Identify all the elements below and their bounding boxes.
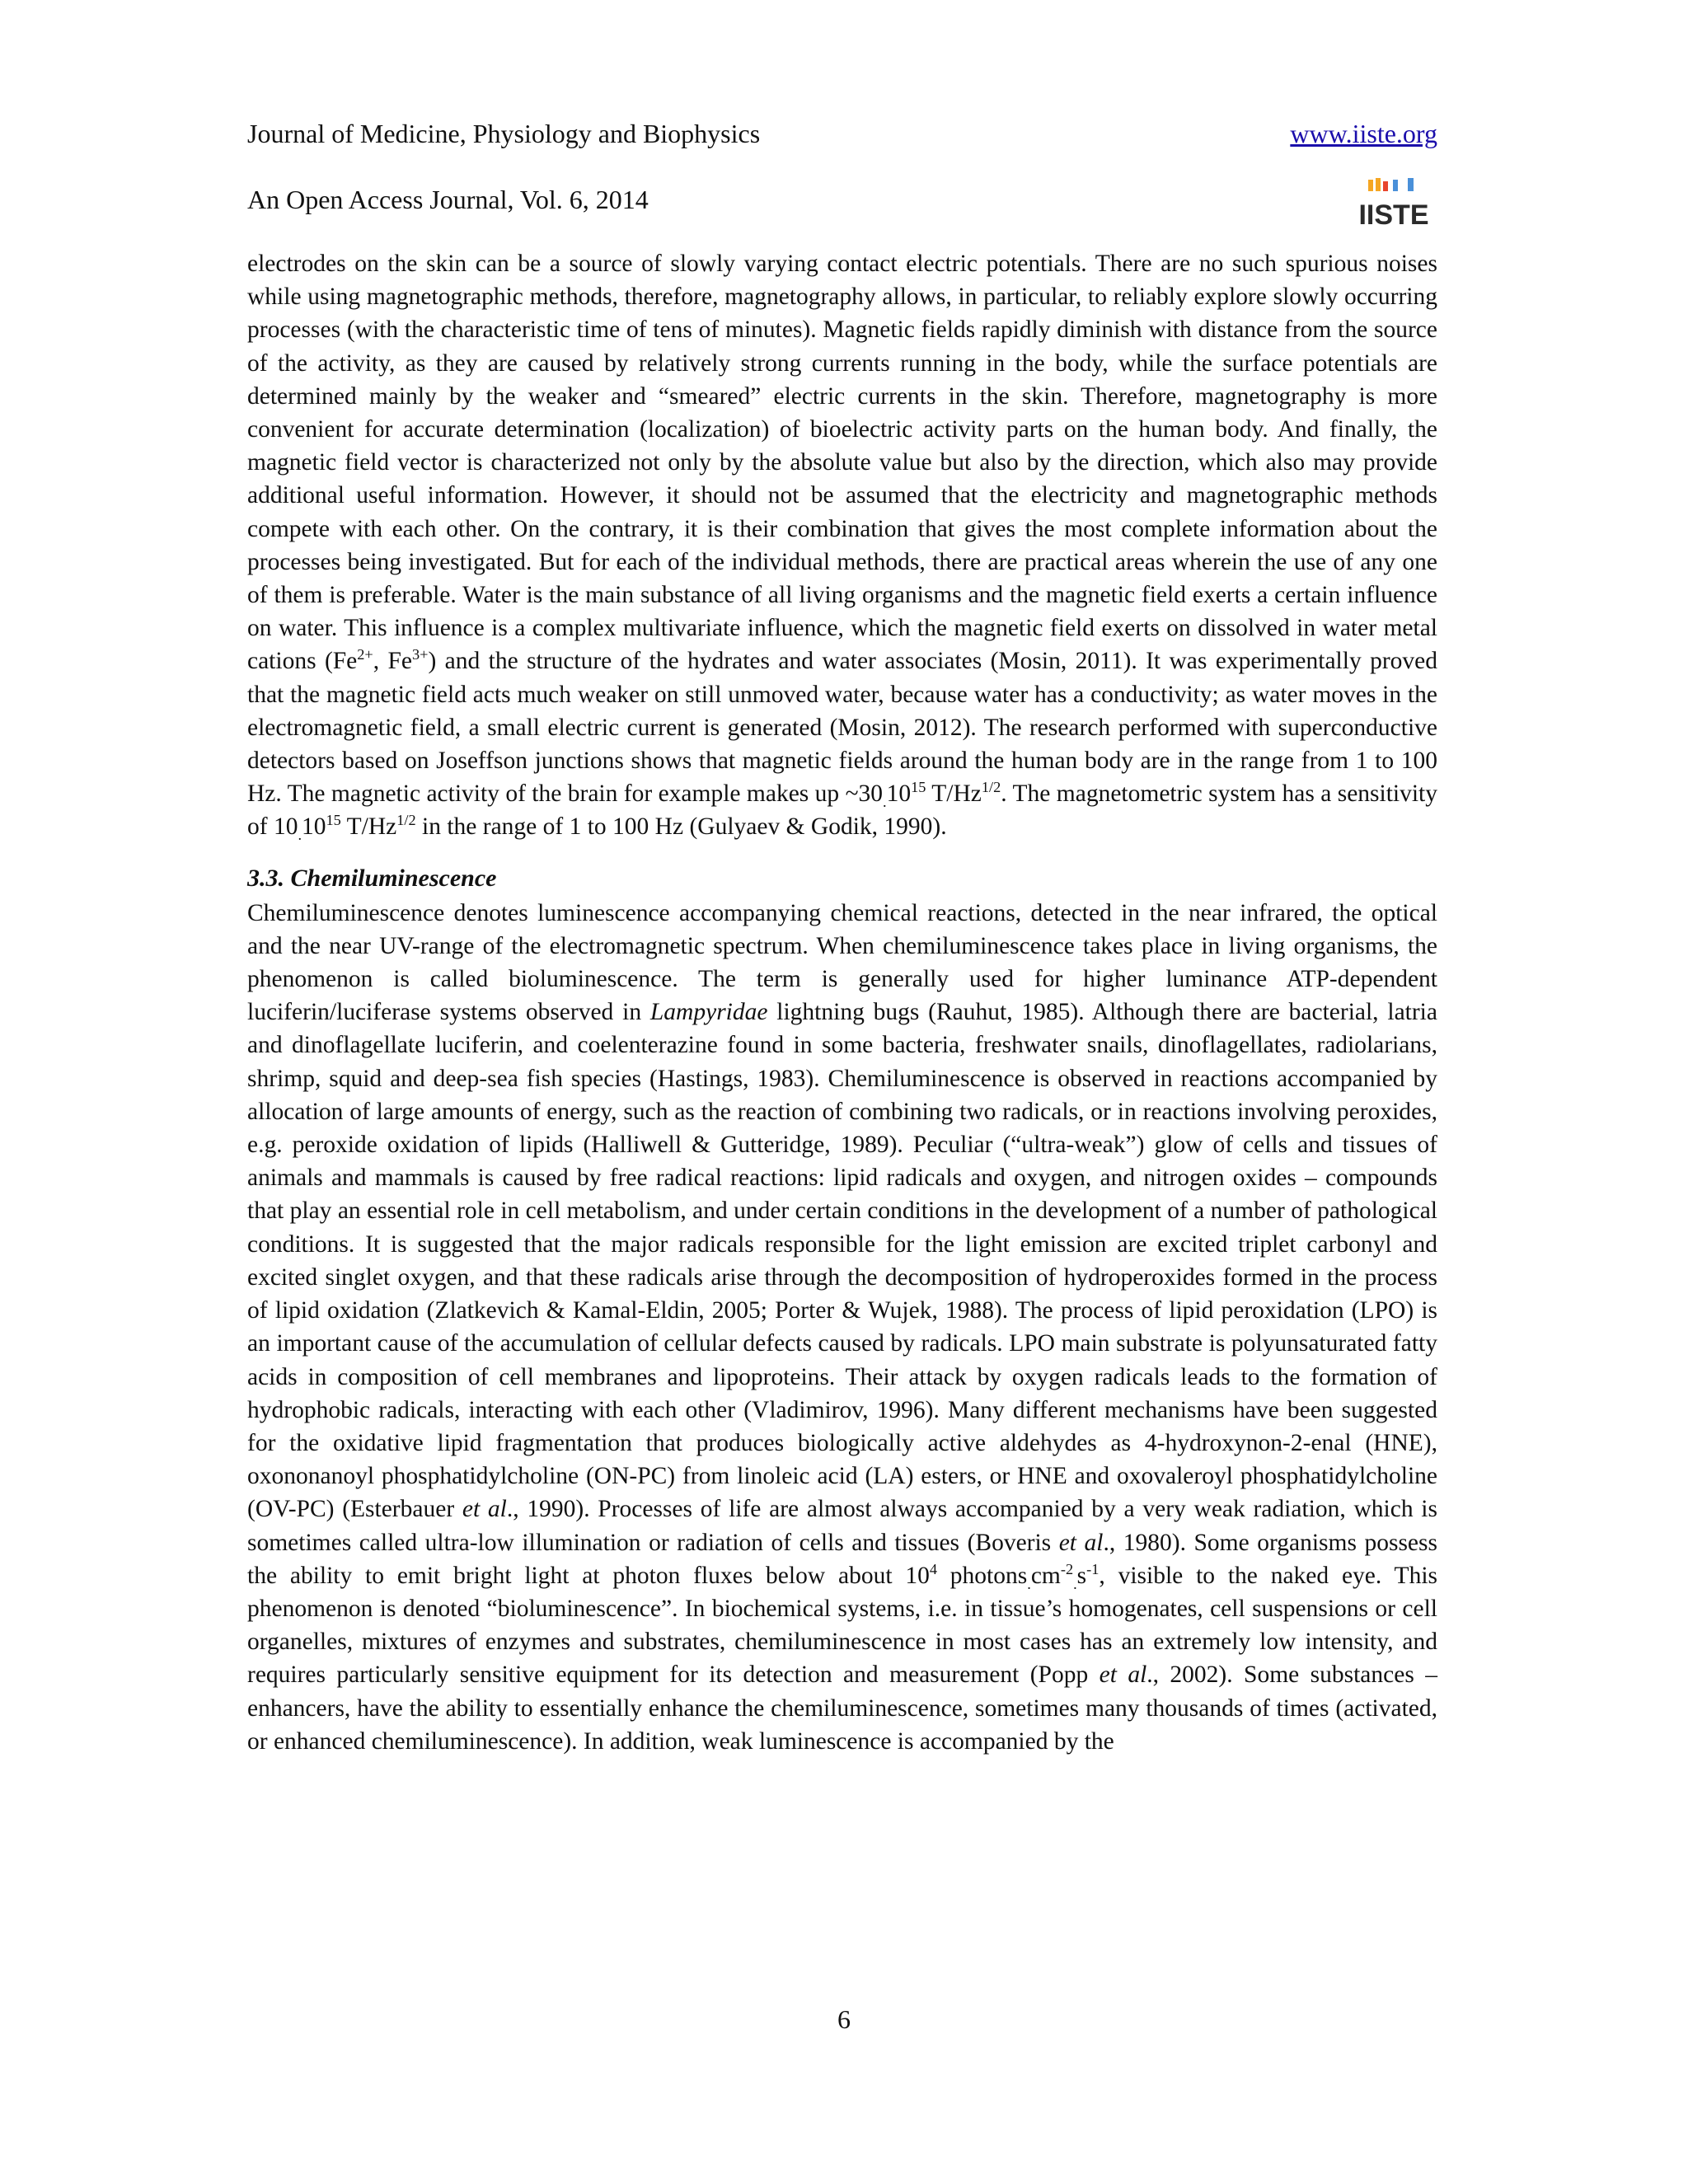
- text-run: 10: [886, 780, 912, 808]
- subscript-dot: .: [1073, 1575, 1077, 1592]
- paragraph-chemiluminescence: [247, 897, 1437, 1758]
- superscript: 1/2: [981, 779, 1001, 796]
- page-number: 6: [837, 2004, 851, 2034]
- text-run: photons: [936, 1562, 1028, 1589]
- superscript: 4: [929, 1560, 937, 1577]
- superscript: 15: [911, 779, 926, 796]
- superscript: 1/2: [396, 812, 416, 829]
- text-run: lightning bugs (Rauhut, 1985). Although there are bacterial, latria and dinoflagellate luciferin, and coelenterazine found in some bacteria, freshwater snails, dinoflagellates, radiolarians, shrimp, squid and deep-sea fish species (Hastings, 1983). Chemiluminescence is observed in reactions accompanied by allocation of large amounts of energy, such as the reaction of combining two radicals, or in reactions involving peroxides, e.g. peroxide oxidation of lipids (Halliwell & Gutteridge, 1989). Peculiar (“ultra-weak”) glow of cells and tissues of animals and mammals is caused by free radical reactions: lipid radicals and oxygen, and nitrogen oxides – compounds that play an essential role in cell metabolism, and under certain conditions in the development of a number of pathological conditions. It is suggested that the major radicals responsible for the light emission are excited triplet carbonyl and excited singlet oxygen, and that these radicals arise through the decomposition of hydroperoxides formed in the process of lipid oxidation (Zlatkevich & Kamal-Eldin, 2005; Porter & Wujek, 1988). The process of lipid peroxidation (LPO) is an important cause of the accumulation of cellular defects caused by radicals. LPO main substrate is polyunsaturated fatty acids in composition of cell membranes and lipoproteins. Their attack by oxygen radicals leads to the formation of hydrophobic radicals, interacting with each other (Vladimirov, 1996). Many different mechanisms have been suggested for the oxidative lipid fragmentation that produces biologically active aldehydes as 4-hydroxynon-2-enal (HNE), oxononanoyl phosphatidylcholine (ON-PC) from linoleic acid (LA) esters, or HNE and oxovaleroyl phosphatidylcholine (OV-PC) (Esterbauer: [247, 999, 1437, 1523]
- paragraph-magnetography: [247, 247, 1437, 844]
- italic-term: et al: [462, 1496, 507, 1523]
- text-run: s: [1076, 1562, 1087, 1589]
- journal-title: Journal of Medicine, Physiology and Biophysics: [247, 119, 761, 148]
- header-row-1: [247, 117, 1437, 150]
- website-link[interactable]: www.iiste.org: [1290, 119, 1437, 148]
- section-heading-chemiluminescence: 3.3. Chemiluminescence: [247, 864, 497, 892]
- iiste-logo: [1358, 176, 1429, 231]
- text-run: T/Hz: [340, 813, 397, 841]
- text-run: in the range of 1 to 100 Hz (Gulyaev & Godik, 1990).: [415, 813, 947, 841]
- italic-term: Lampyridae: [649, 999, 768, 1026]
- superscript: 15: [326, 812, 341, 829]
- logo-text: IISTE: [1358, 199, 1429, 231]
- text-run: ., 1990). Processes of life are almost always accompanied by a very weak radiation, which is sometimes called ultra-low illumination or radiation of cells and tissues (Boveris: [247, 1496, 1437, 1556]
- italic-term: et al: [1058, 1529, 1104, 1556]
- text-run: electrodes on the skin can be a source of slowly varying contact electric potentials. There are no such spurious noises while using magnetographic methods, therefore, magnetography allows, in particular, to reliably explore slowly occurring processes (with the characteristic time of tens of minutes). Magnetic fields rapidly diminish with distance from the source of the activity, as they are caused by relatively strong currents running in the body, while the surface potentials are determined mainly by the weaker and “smeared” electric currents in the skin. Therefore, magnetography is more convenient for accurate determination (localization) of bioelectric activity parts on the human body. And finally, the magnetic field vector is characterized not only by the absolute value but also by the direction, which also may provide additional useful information. However, it should not be assumed that the electricity and magnetographic methods compete with each other. On the contrary, it is their combination that gives the most complete information about the processes being investigated. But for each of the individual methods, there are practical areas wherein the use of any one of them is preferable. Water is the main substance of all living organisms and the magnetic field exerts a certain influence on water. This influence is a complex multivariate influence, which the magnetic field exerts on dissolved in water metal cations (Fe: [247, 251, 1437, 675]
- text-run: Chemiluminescence denotes luminescence accompanying chemical reactions, detected in the near infrared, the optical and the near UV-range of the electromagnetic spectrum. When chemiluminescence takes place in living organisms, the phenomenon is called bioluminescence. The term is generally used for higher luminance ATP-dependent luciferin/luciferase systems observed in: [247, 899, 1437, 1026]
- subscript-dot: .: [298, 827, 302, 844]
- superscript: 2+: [357, 646, 373, 663]
- journal-subtitle: An Open Access Journal, Vol. 6, 2014: [247, 185, 649, 214]
- text-run: ., 1980). Some organisms possess the ability to emit bright light at photon fluxes below about 10: [247, 1529, 1437, 1589]
- text-run: cm: [1030, 1562, 1061, 1589]
- italic-term: et al: [1099, 1661, 1147, 1689]
- text-run: ., 2002). Some substances – enhancers, have the ability to essentially enhance the chemiluminescence, sometimes many thousands of times (activated, or enhanced chemiluminescence). In addition, weak luminescence is accompanied by the: [247, 1661, 1437, 1755]
- text-run: T/Hz: [926, 780, 982, 808]
- superscript: -1: [1086, 1560, 1100, 1577]
- text-run: ) and the structure of the hydrates and water associates (Mosin, 2011). It was experimentally proved that the magnetic field acts much weaker on still unmoved water, because water has a conductivity; as water moves in the electromagnetic field, a small electric current is generated (Mosin, 2012). The research performed with superconductive detectors based on Joseffson junctions shows that magnetic fields around the human body are in the range from 1 to 100 Hz. The magnetic activity of the brain for example makes up ~30: [247, 648, 1437, 808]
- superscript: 3+: [412, 646, 429, 663]
- superscript: -2: [1060, 1560, 1074, 1577]
- article-body: [247, 247, 1437, 1758]
- text-run: , visible to the naked eye. This phenomenon is denoted “bioluminescence”. In biochemical systems, i.e. in tissue’s homogenates, cell suspensions or cell organelles, mixtures of enzymes and substrates, chemiluminescence in most cases has an extremely low intensity, and requires particularly sensitive equipment for its detection and measurement (Popp: [247, 1562, 1437, 1689]
- header-row-2: [247, 183, 1437, 231]
- text-run: , Fe: [373, 648, 412, 675]
- text-run: 10: [302, 813, 326, 841]
- text-run: . The magnetometric system has a sensitivity of 10: [247, 780, 1438, 841]
- subscript-dot: .: [883, 794, 887, 811]
- subscript-dot: .: [1027, 1575, 1031, 1592]
